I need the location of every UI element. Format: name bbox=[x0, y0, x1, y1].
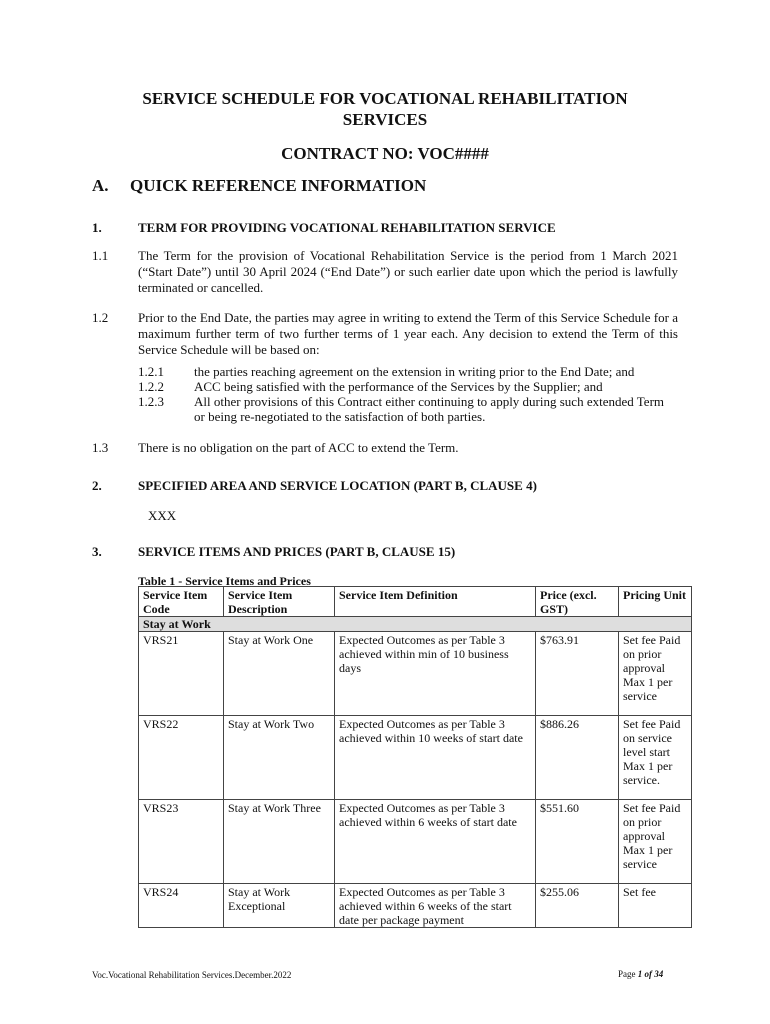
heading-1-number: 1. bbox=[92, 220, 102, 235]
section-a-number: A. bbox=[92, 176, 109, 195]
cell-price: $763.91 bbox=[536, 632, 619, 716]
cell-definition: Expected Outcomes as per Table 3 achieved within 10 weeks of start date bbox=[335, 716, 536, 800]
cell-definition: Expected Outcomes as per Table 3 achieved within min of 10 business days bbox=[335, 632, 536, 716]
clause-1-1-number: 1.1 bbox=[92, 248, 109, 263]
service-items-table bbox=[138, 586, 692, 928]
section-a-title: QUICK REFERENCE INFORMATION bbox=[130, 176, 427, 195]
heading-2-title: SPECIFIED AREA AND SERVICE LOCATION (PART B, CLAUSE 4) bbox=[138, 478, 537, 493]
table-row bbox=[139, 884, 692, 928]
clause-1-2-3-text: All other provisions of this Contract either continuing to apply during such extended Term or being re-negotiated to the satisfaction of both parties. bbox=[194, 394, 665, 424]
cell-price: $551.60 bbox=[536, 800, 619, 884]
header-price: Price (excl. GST) bbox=[536, 587, 619, 617]
cell-pricing-unit: Set fee bbox=[619, 884, 692, 928]
table-header-row bbox=[139, 587, 692, 617]
document-title bbox=[100, 88, 670, 130]
cell-pricing-unit: Set fee Paid on prior approval Max 1 per service bbox=[619, 632, 692, 716]
cell-code: VRS24 bbox=[139, 884, 224, 928]
service-location-value: XXX bbox=[148, 508, 177, 523]
clause-1-2-3 bbox=[138, 394, 678, 424]
contract-number: CONTRACT NO: VOC#### bbox=[281, 144, 489, 163]
table-group-row bbox=[139, 617, 692, 632]
cell-description: Stay at Work One bbox=[224, 632, 335, 716]
clause-1-2-2-text: ACC being satisfied with the performance of the Services by the Supplier; and bbox=[194, 379, 603, 394]
clause-1-2-number: 1.2 bbox=[92, 310, 109, 325]
footer-document-name: Voc.Vocational Rehabilitation Services.December.2022 bbox=[92, 970, 292, 980]
header-service-item-description: Service Item Description bbox=[224, 587, 335, 617]
cell-price: $886.26 bbox=[536, 716, 619, 800]
clause-1-2-2-number: 1.2.2 bbox=[138, 379, 164, 394]
table-caption: Table 1 - Service Items and Prices bbox=[138, 574, 311, 588]
title-line-2: SERVICES bbox=[342, 110, 428, 129]
header-service-item-definition: Service Item Definition bbox=[335, 587, 536, 617]
clause-1-1-text: The Term for the provision of Vocational Rehabilitation Service is the period from 1 March 2021 (“Start Date”) until 30 April 2024 (“End Date”) or such earlier date upon which the period is lawfully terminated or cancelled. bbox=[138, 248, 678, 295]
heading-3-title: SERVICE ITEMS AND PRICES (PART B, CLAUSE 15) bbox=[138, 544, 456, 559]
table-row bbox=[139, 716, 692, 800]
clause-1-2-text: Prior to the End Date, the parties may agree in writing to extend the Term of this Service Schedule for a maximum further term of two further terms of 1 year each. Any decision to extend the Term of this Service Schedule will be based on: bbox=[138, 310, 678, 357]
clause-1-3 bbox=[92, 440, 678, 456]
clause-1-2-3-number: 1.2.3 bbox=[138, 394, 164, 409]
page-label: Page bbox=[618, 969, 636, 979]
cell-code: VRS21 bbox=[139, 632, 224, 716]
cell-pricing-unit: Set fee Paid on service level start Max 1 per service. bbox=[619, 716, 692, 800]
cell-definition: Expected Outcomes as per Table 3 achieved within 6 weeks of start date bbox=[335, 800, 536, 884]
clause-1-2-1-number: 1.2.1 bbox=[138, 364, 164, 379]
footer-page-number bbox=[618, 969, 663, 979]
heading-3-number: 3. bbox=[92, 544, 102, 559]
clause-1-3-number: 1.3 bbox=[92, 440, 109, 455]
heading-2-number: 2. bbox=[92, 478, 102, 493]
cell-definition: Expected Outcomes as per Table 3 achieved within 6 weeks of the start date per package payment bbox=[335, 884, 536, 928]
cell-code: VRS23 bbox=[139, 800, 224, 884]
clause-1-2-2 bbox=[138, 379, 678, 394]
clause-1-1 bbox=[92, 248, 678, 296]
heading-1-title: TERM FOR PROVIDING VOCATIONAL REHABILITATION SERVICE bbox=[138, 220, 556, 235]
cell-price: $255.06 bbox=[536, 884, 619, 928]
cell-code: VRS22 bbox=[139, 716, 224, 800]
table-row bbox=[139, 800, 692, 884]
clause-1-3-text: There is no obligation on the part of ACC to extend the Term. bbox=[138, 440, 459, 455]
clause-1-2 bbox=[92, 310, 678, 358]
table-row bbox=[139, 632, 692, 716]
group-label: Stay at Work bbox=[139, 617, 692, 632]
page-number: 1 of 34 bbox=[637, 969, 664, 979]
clause-1-2-1-text: the parties reaching agreement on the extension in writing prior to the End Date; and bbox=[194, 364, 635, 379]
cell-description: Stay at Work Two bbox=[224, 716, 335, 800]
title-line-1: SERVICE SCHEDULE FOR VOCATIONAL REHABILITATION bbox=[142, 89, 628, 108]
cell-description: Stay at Work Exceptional bbox=[224, 884, 335, 928]
header-service-item-code: Service Item Code bbox=[139, 587, 224, 617]
cell-description: Stay at Work Three bbox=[224, 800, 335, 884]
cell-pricing-unit: Set fee Paid on prior approval Max 1 per service bbox=[619, 800, 692, 884]
header-pricing-unit: Pricing Unit bbox=[619, 587, 692, 617]
clause-1-2-1 bbox=[138, 364, 678, 379]
